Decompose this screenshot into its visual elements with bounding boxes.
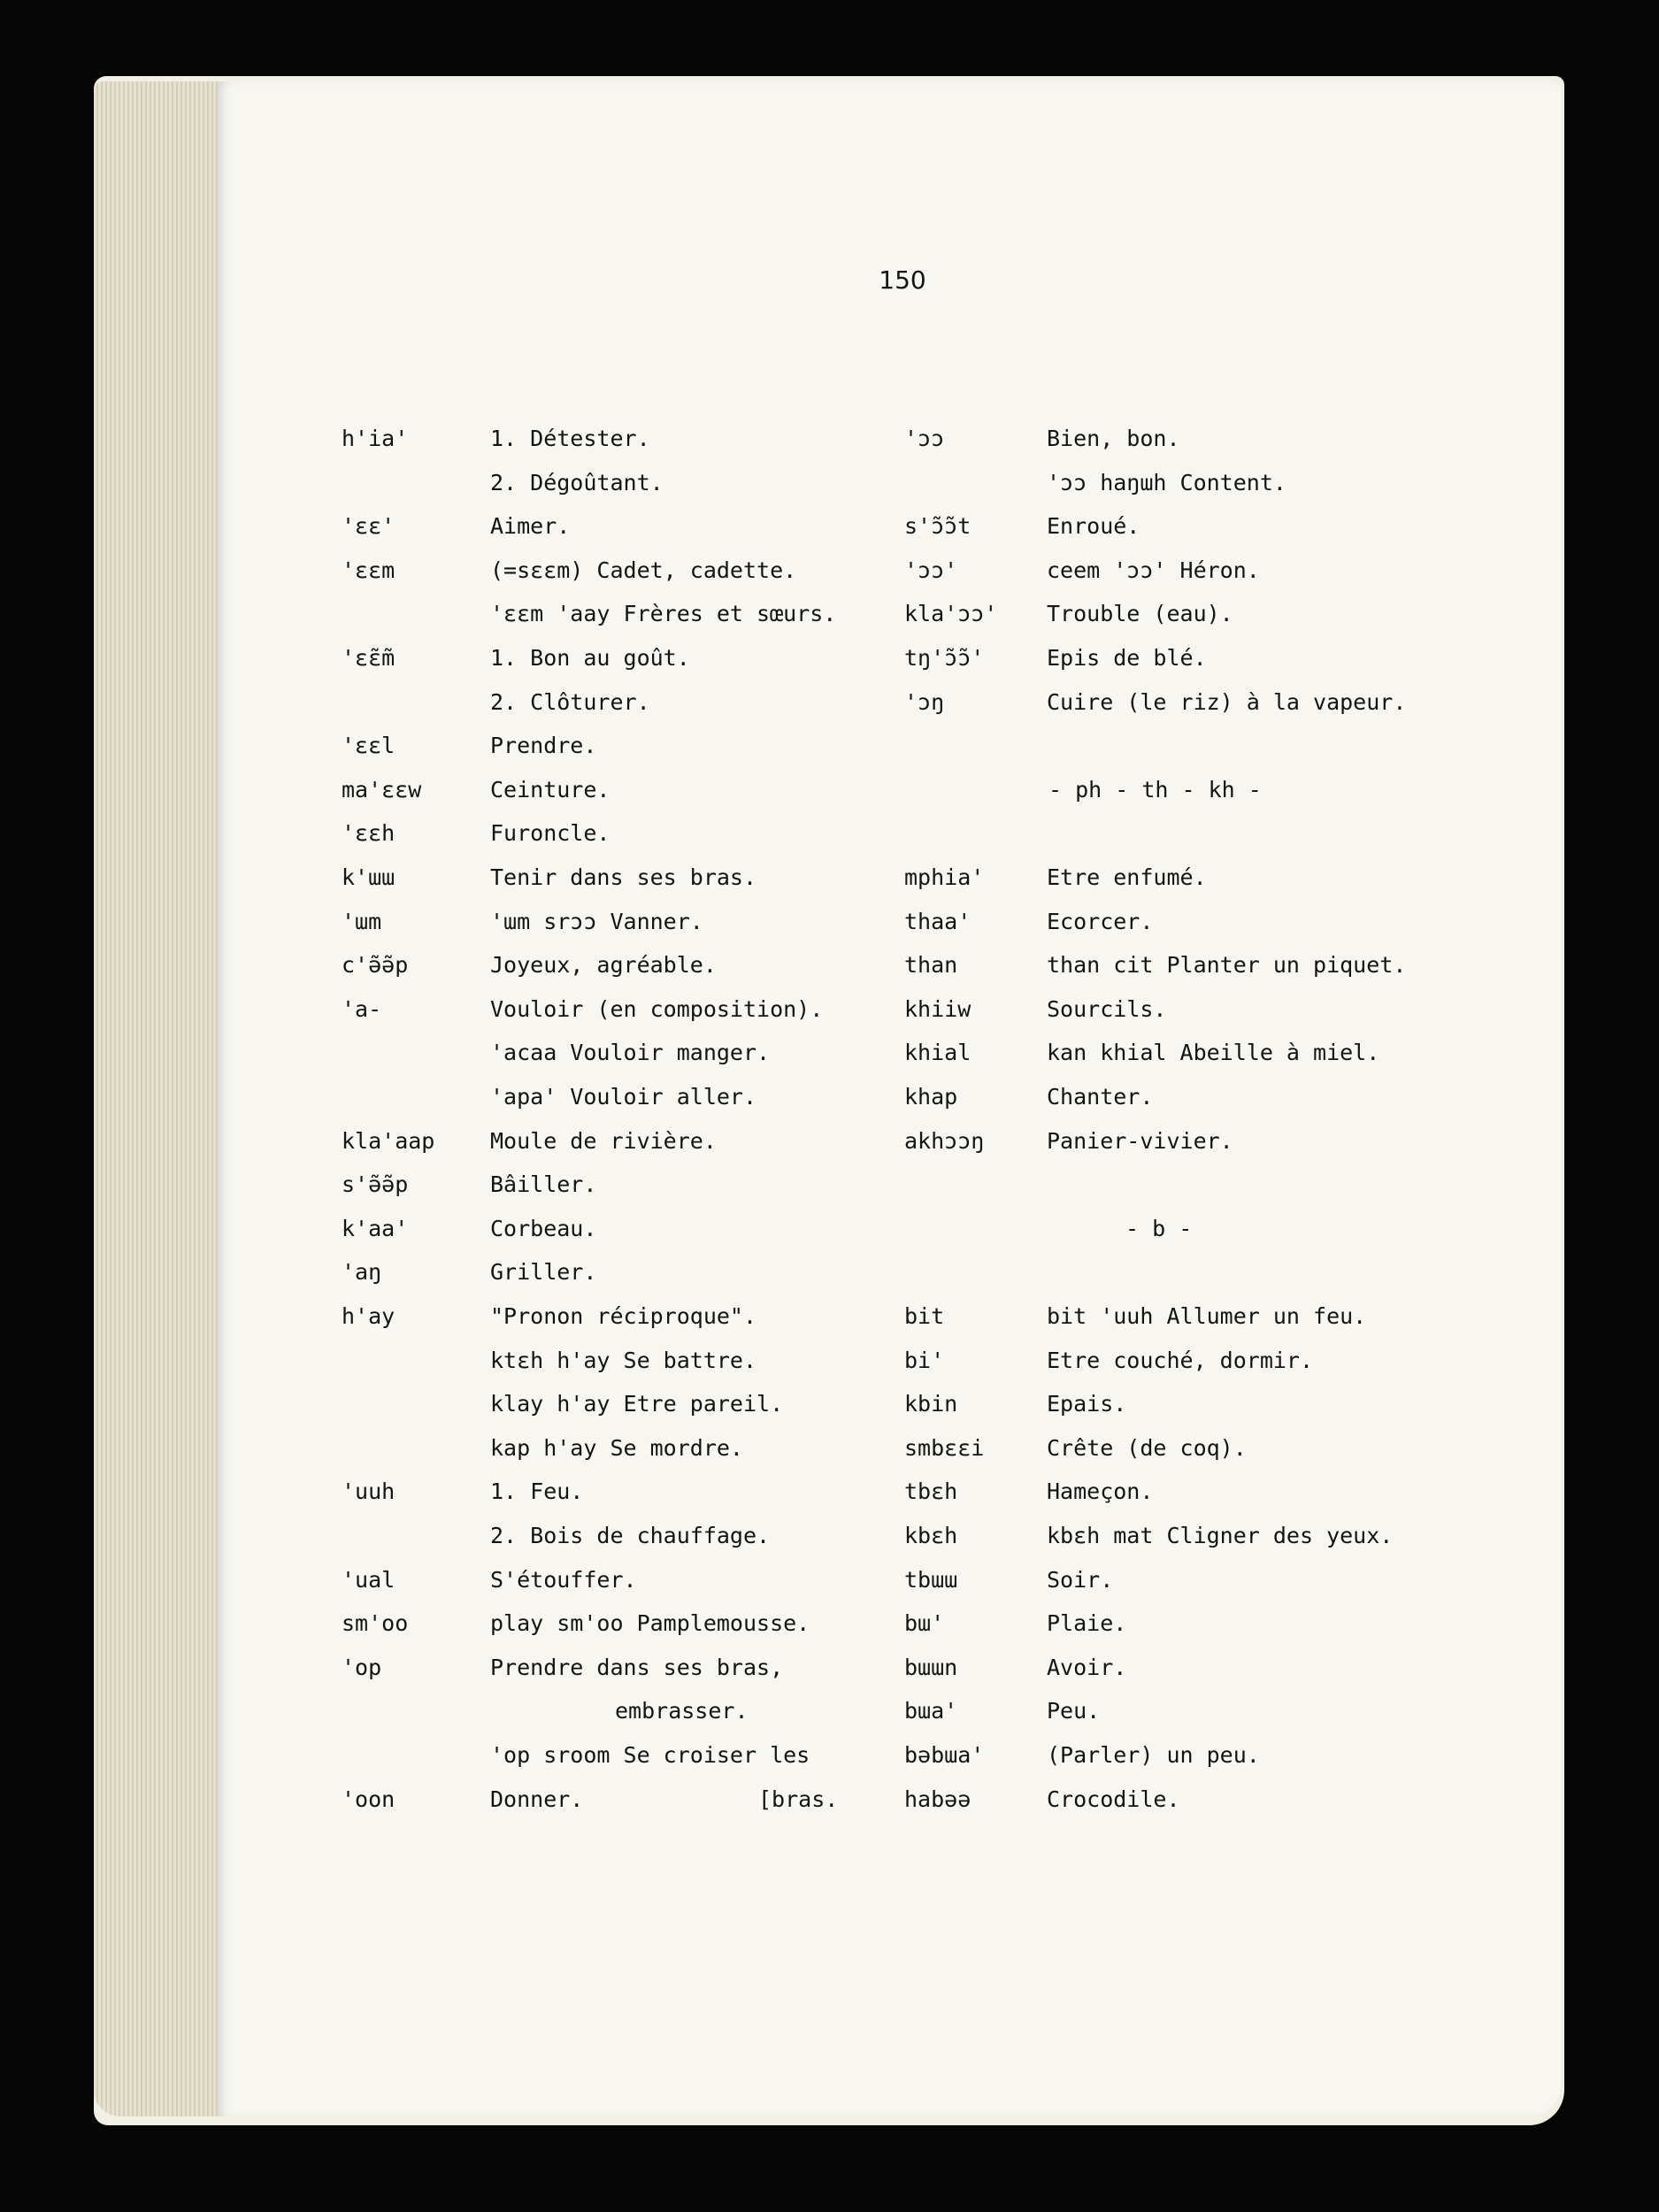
left-gloss: 'op sroom Se croiser les (490, 1742, 810, 1768)
right-gloss: than cit Planter un piquet. (1047, 952, 1407, 978)
left-headword: h'ay (342, 1303, 396, 1329)
right-headword: tbɯɯ (904, 1567, 958, 1593)
right-headword: kbεh (904, 1523, 958, 1548)
left-headword: 'uuh (342, 1479, 396, 1504)
left-gloss: 'acaa Vouloir manger. (490, 1040, 771, 1065)
right-headword: akhɔɔŋ (904, 1128, 985, 1154)
right-gloss: Hameçon. (1047, 1479, 1154, 1504)
left-continuation: [bras. (758, 1786, 839, 1812)
right-gloss: Etre couché, dormir. (1047, 1348, 1314, 1373)
right-gloss: Cuire (le riz) à la vapeur. (1047, 689, 1407, 715)
page-number: 150 (879, 265, 926, 295)
right-gloss: Sourcils. (1047, 996, 1167, 1022)
left-headword: 'ε̃ε̃m (342, 645, 396, 671)
left-headword: s'ə̃ə̃p (342, 1171, 409, 1197)
left-gloss: (=sεεm) Cadet, cadette. (490, 557, 797, 583)
left-headword: 'op (342, 1655, 382, 1680)
right-gloss: Soir. (1047, 1567, 1114, 1593)
left-gloss: 'apa' Vouloir aller. (490, 1084, 757, 1110)
right-headword: smbεεi (904, 1435, 985, 1461)
left-headword: ma'εεw (342, 777, 422, 803)
left-headword: kla'aap (342, 1128, 435, 1154)
right-headword: bit (904, 1303, 945, 1329)
right-gloss: Trouble (eau). (1047, 601, 1233, 626)
right-headword: 'ɔŋ (904, 689, 945, 715)
left-gloss: 2. Bois de chauffage. (490, 1523, 771, 1548)
right-gloss: (Parler) un peu. (1047, 1742, 1260, 1768)
right-gloss: bit 'uuh Allumer un feu. (1047, 1303, 1367, 1329)
right-headword: mphia' (904, 864, 985, 890)
right-headword: thaa' (904, 909, 972, 934)
left-gloss: 1. Feu. (490, 1479, 584, 1504)
right-gloss: Crête (de coq). (1047, 1435, 1247, 1461)
right-gloss: kbεh mat Cligner des yeux. (1047, 1523, 1394, 1548)
right-gloss: Enroué. (1047, 513, 1141, 539)
left-gloss: Prendre dans ses bras, (490, 1655, 784, 1680)
left-gloss: 1. Détester. (490, 426, 650, 451)
left-gloss: Aimer. (490, 513, 571, 539)
right-headword: 'ɔɔ (904, 426, 945, 451)
right-gloss: Plaie. (1047, 1610, 1127, 1636)
left-headword: 'εεh (342, 820, 396, 846)
left-gloss: klay h'ay Etre pareil. (490, 1391, 784, 1417)
left-headword: 'εε' (342, 513, 396, 539)
right-gloss: Ecorcer. (1047, 909, 1154, 934)
right-gloss: 'ɔɔ haŋɯh Content. (1047, 470, 1286, 495)
right-gloss: Peu. (1047, 1698, 1101, 1724)
right-gloss: Etre enfumé. (1047, 864, 1207, 890)
right-gloss: Epais. (1047, 1391, 1127, 1417)
left-headword: 'oon (342, 1786, 396, 1812)
left-gloss: Donner. (490, 1786, 584, 1812)
left-headword: h'ia' (342, 426, 409, 451)
left-headword: c'ə̃ə̃p (342, 952, 409, 978)
right-headword: bɯa' (904, 1698, 958, 1724)
left-gloss: Ceinture. (490, 777, 611, 803)
left-headword: 'εεm (342, 557, 396, 583)
left-gloss: 2. Clôturer. (490, 689, 650, 715)
left-gloss: Corbeau. (490, 1216, 597, 1241)
left-gloss: 2. Dégoûtant. (490, 470, 664, 495)
left-gloss: "Pronon réciproque". (490, 1303, 757, 1329)
left-headword: 'a- (342, 996, 382, 1022)
section-heading: - ph - th - kh - (1048, 777, 1262, 803)
right-gloss: kan khial Abeille à miel. (1047, 1040, 1380, 1065)
left-headword: 'εεl (342, 733, 396, 758)
right-headword: 'ɔɔ' (904, 557, 958, 583)
right-headword: kbin (904, 1391, 958, 1417)
left-gloss: 'εεm 'aay Frères et sœurs. (490, 601, 837, 626)
right-gloss: Crocodile. (1047, 1786, 1180, 1812)
left-headword: sm'oo (342, 1610, 409, 1636)
left-gloss: Griller. (490, 1259, 597, 1285)
page-edges (94, 81, 222, 2116)
left-gloss: embrasser. (615, 1698, 749, 1724)
right-headword: bɯ' (904, 1610, 945, 1636)
left-gloss: S'étouffer. (490, 1567, 637, 1593)
left-gloss: Furoncle. (490, 820, 611, 846)
left-gloss: ktεh h'ay Se battre. (490, 1348, 757, 1373)
left-gloss: Vouloir (en composition). (490, 996, 824, 1022)
right-headword: s'ɔ̃ɔ̃t (904, 513, 972, 539)
left-headword: k'ɯɯ (342, 864, 396, 890)
left-headword: 'aŋ (342, 1259, 382, 1285)
left-gloss: 'ɯm srɔɔ Vanner. (490, 909, 703, 934)
right-headword: tŋ'ɔ̃ɔ̃' (904, 645, 985, 671)
left-gloss: 1. Bon au goût. (490, 645, 690, 671)
right-headword: bɯɯn (904, 1655, 958, 1680)
left-gloss: Bâiller. (490, 1171, 597, 1197)
left-gloss: Moule de rivière. (490, 1128, 717, 1154)
right-gloss: Bien, bon. (1047, 426, 1180, 451)
left-headword: 'ual (342, 1567, 396, 1593)
right-gloss: Chanter. (1047, 1084, 1154, 1110)
right-headword: tbεh (904, 1479, 958, 1504)
right-headword: khial (904, 1040, 972, 1065)
right-gloss: Avoir. (1047, 1655, 1127, 1680)
right-headword: bəbɯa' (904, 1742, 985, 1768)
right-headword: khiiw (904, 996, 972, 1022)
left-gloss: Prendre. (490, 733, 597, 758)
left-gloss: Joyeux, agréable. (490, 952, 717, 978)
right-gloss: Epis de blé. (1047, 645, 1207, 671)
page (218, 81, 1561, 2116)
right-headword: khap (904, 1084, 958, 1110)
right-gloss: Panier-vivier. (1047, 1128, 1233, 1154)
left-gloss: Tenir dans ses bras. (490, 864, 757, 890)
right-headword: kla'ɔɔ' (904, 601, 998, 626)
left-gloss: kap h'ay Se mordre. (490, 1435, 743, 1461)
right-headword: bi' (904, 1348, 945, 1373)
left-headword: k'aa' (342, 1216, 409, 1241)
section-heading: - b - (1125, 1216, 1193, 1241)
left-gloss: play sm'oo Pamplemousse. (490, 1610, 810, 1636)
right-gloss: ceem 'ɔɔ' Héron. (1047, 557, 1260, 583)
right-headword: habəə (904, 1786, 972, 1812)
left-headword: 'ɯm (342, 909, 382, 934)
right-headword: than (904, 952, 958, 978)
